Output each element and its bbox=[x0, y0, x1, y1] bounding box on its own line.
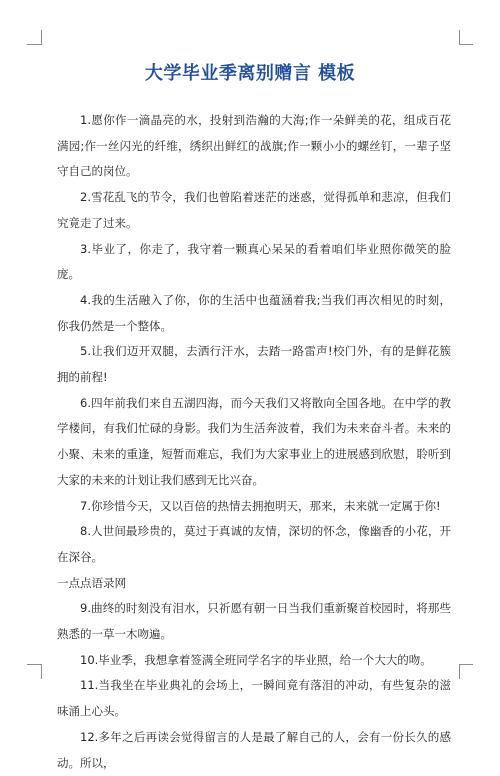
paragraph-10: 10.毕业季，我想拿着签满全班同学名字的毕业照，给一个大大的吻。 bbox=[80, 652, 432, 667]
paragraph-6: 6.四年前我们来自五湖四海，而今天我们又将散向全国各地。在中学的教学楼间，有我们忙碌的身影。我们为生活奔波着，我们为未来奋斗者。未来的小聚、未来的重逢，短暂而难忘，我们为大家事业上的进展感到欣慰，聆听到大家的未来的计划让我们感到无比兴奋。 bbox=[57, 395, 451, 487]
paragraph-5: 5.让我们迈开双腿，去洒行汗水，去踏一路雷声!校门外，有的是鲜花簇拥的前程! bbox=[57, 344, 451, 385]
paragraph-2: 2.雪花乱飞的节令，我们也曾陷着迷茫的迷惑，觉得孤单和悲凉，但我们究竟走了过来。 bbox=[57, 190, 451, 230]
crop-mark-top-right bbox=[459, 30, 460, 45]
paragraph-4: 4.我的生活融入了你，你的生活中也蕴涵着我;当我们再次相见的时刻，你我仍然是一个整体。 bbox=[57, 292, 451, 333]
crop-mark-top-left bbox=[41, 30, 42, 45]
paragraph-11: 11.当我坐在毕业典礼的会场上，一瞬间竟有落泪的冲动，有些复杂的滋味涌上心头。 bbox=[57, 678, 451, 719]
paragraph-3: 3.毕业了，你走了，我守着一颗真心呆呆的看着咱们毕业照你微笑的脸庞。 bbox=[57, 241, 451, 282]
crop-mark-bottom-left bbox=[27, 664, 41, 665]
crop-mark-top-right bbox=[459, 44, 473, 45]
crop-mark-bottom-right bbox=[459, 664, 460, 679]
crop-mark-bottom-right bbox=[459, 664, 473, 665]
crop-mark-top-left bbox=[27, 44, 41, 45]
crop-mark-bottom-left bbox=[41, 664, 42, 679]
paragraph-8: 8.人世间最珍贵的，莫过于真诚的友情，深切的怀念，像幽香的小花，开在深谷。 bbox=[57, 524, 451, 564]
paragraph-7: 7.你珍惜今天，又以百倍的热情去拥抱明天，那来，未来就一定属于你! bbox=[80, 498, 441, 513]
paragraph-9: 9.曲终的时刻没有泪水，只祈愿有朝一日当我们重新聚首校园时，将那些熟悉的一草一木吻遍。 bbox=[57, 601, 451, 642]
document-body bbox=[57, 108, 451, 776]
paragraph-1: 1.愿你作一滴晶亮的水，投射到浩瀚的大海;作一朵鲜美的花，组成百花满园;作一丝闪光的纤维，绣织出鲜红的战旗;作一颗小小的螺丝钉，一辈子坚守自己的岗位。 bbox=[57, 113, 451, 179]
source-note: 一点点语录网 bbox=[57, 575, 126, 590]
paragraph-12: 12.多年之后再读会觉得留言的人是最了解自己的人，会有一份长久的感动。所以， bbox=[57, 729, 451, 770]
document-title: 大学毕业季离别赠言 模板 bbox=[144, 63, 356, 84]
